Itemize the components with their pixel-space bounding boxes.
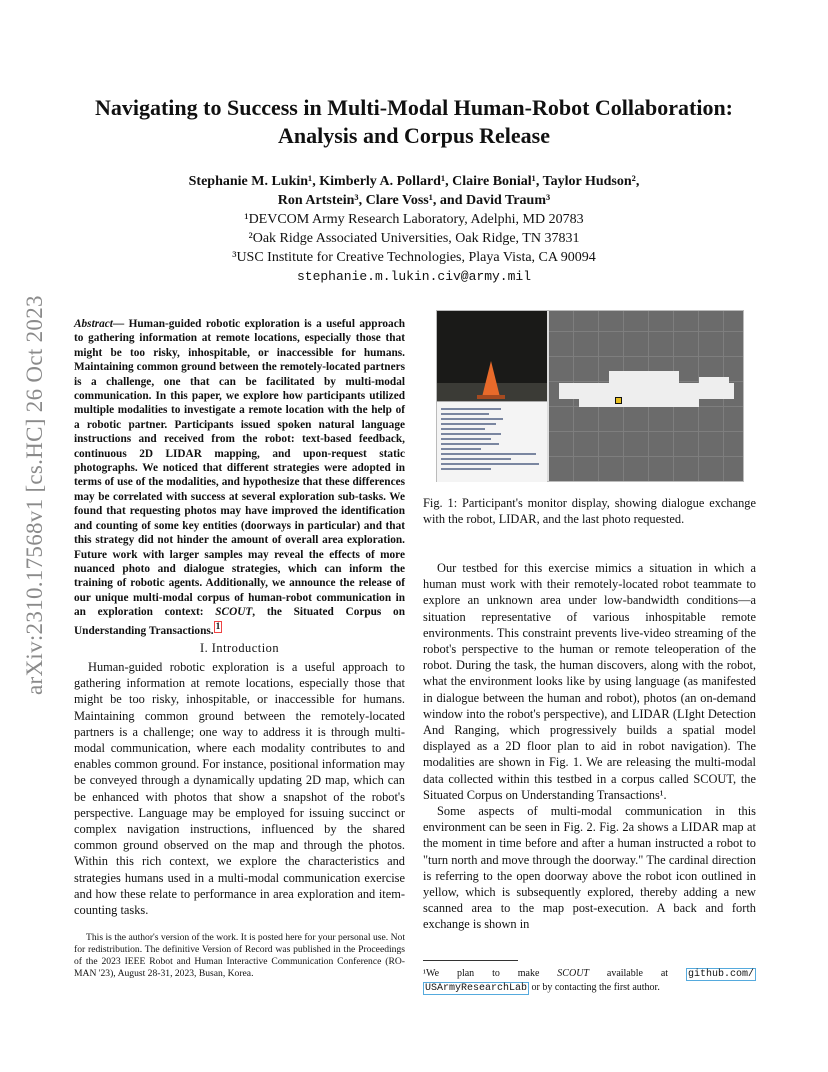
abstract-label: Abstract: [74, 318, 113, 330]
lidar-map: [549, 311, 743, 481]
dialogue-panel: [437, 401, 547, 482]
section-heading: I. Introduction: [199, 641, 280, 655]
paper-title: Navigating to Success in Multi-Modal Human-Robot Collaboration: Analysis and Corpus Release: [94, 95, 734, 148]
abstract-text: — Human-guided robotic exploration is a useful approach to gathering information at remote locations, especially those that might be too risky, inhospitable, or inaccessible for humans. Maintaining common ground between the remotely-located partners is a challenge, one that can be facilitated by multi-modal communication. In this paper, we explore how participants utilized multiple modalities to investigate a remote location with the help of a robotic partner. Participants issued spoken natural language instructions and received from the robot: text-based feedback, continuous 2D LIDAR mapping, and upon-request static photographs. We noticed that different strategies were adopted in terms of use of the modalities, and hypothesize that these differences may be correlated with success at several exploration sub-tasks. We found that requesting photos may have improved the identification and counting of some key entities (doorways in particular) and that this strategy did not hinder the amount of overall area exploration. Future work with larger samples may reveal the effects of more nuanced photo and dialogue strategies, which can inform the training of robotic agents. Additionally, we announce the release of our unique multi-modal corpus of human-robot communication in an exploration context:: [74, 318, 405, 619]
right-paragraph-1: Our testbed for this exercise mimics a situation in which a human must work with their remotely-located robot teammate to explore an unknown area under low-bandwidth conditions—a situation representative of various inhospitable remote environments. This constraint prevents live-video streaming of the robot's perspective to the human or remote teleoperation of the robot. During the task, the human discovers, along with the robot, what the environment looks like by using language (as manifested in dialogue between the human and robot), photos (an on-demand window into the robot's perspective), and LIDAR (LIght Detection And Ranging, which progressively builds a spatial model displayed as a 2D floor plan to aid in robot navigation). The modalities are shown in Fig. 1. We are releasing the multi-modal data collected within this testbed in a corpus called SCOUT, the Situated Corpus on Understanding Transactions¹.: [423, 561, 756, 802]
affiliation-1: ¹DEVCOM Army Research Laboratory, Adelphi, MD 20783: [244, 212, 584, 227]
footnote-rule: [423, 960, 518, 961]
author-line-2: Ron Artstein³, Clare Voss¹, and David Traum³: [277, 193, 551, 208]
affiliation-3: ³USC Institute for Creative Technologies, Playa Vista, CA 90094: [232, 250, 596, 265]
affiliation-2: ²Oak Ridge Associated Universities, Oak Ridge, TN 37831: [248, 231, 580, 246]
footnote-prefix: ¹We plan to make: [423, 968, 558, 979]
right-paragraph-2: Some aspects of multi-modal communication in this environment can be seen in Fig. 2. Fig. 2a shows a LIDAR map at the moment in time before and after a human instructed a robot to "turn north and move through the doorway." The cardinal direction is referring to the open doorway above the robot icon outlined in yellow, which is subsequently explored, thereby adding a new scanned area to the map post-execution. A back and forth exchange is shown in: [423, 804, 756, 932]
traffic-cone-base: [477, 395, 505, 399]
footnote-suffix: or by contacting the first author.: [529, 982, 660, 993]
footnote-ref[interactable]: 1: [215, 621, 221, 632]
github-link[interactable]: github.com/: [687, 969, 754, 980]
author-block: [80, 172, 748, 286]
footnote-scout: SCOUT: [557, 968, 589, 979]
right-column-text: [423, 560, 756, 933]
scout-footnote: [423, 967, 756, 995]
author-email[interactable]: stephanie.m.lukin.civ@army.mil: [296, 269, 532, 284]
copyright-footnote: This is the author's version of the work. It is posted here for your personal use. Not for redistribution. The definitive Version of Record was published in the Proceedings of the 2023 IEEE Robot and Human Interactive Communication Conference (RO-MAN '23), August 28-31, 2023, Busan, Korea.: [74, 932, 405, 979]
abstract-scout: SCOUT: [215, 606, 253, 619]
figure-1: [436, 310, 744, 482]
robot-icon: [615, 397, 622, 404]
github-link-2[interactable]: USArmyResearchLab: [425, 983, 528, 994]
abstract-tail: , the Situated Corpus on Understanding Transactions.: [74, 606, 405, 637]
footnote-mid: available at: [588, 968, 686, 979]
abstract: [74, 317, 405, 638]
traffic-cone-icon: [482, 361, 500, 397]
figure-caption: Fig. 1: Participant's monitor display, showing dialogue exchange with the robot, LIDAR, and the last photo requested.: [423, 496, 756, 527]
robot-photo: [437, 311, 547, 401]
intro-paragraph: Human-guided robotic exploration is a useful approach to gathering information at remote locations, especially those that might be too risky, inhospitable, or inaccessible for humans. Maintaining common ground between the remotely-located partners is a challenge; one way to address it is through multi-modal communication, where each modality contributes to and enables common ground. For instance, positional information may be conveyed through a dynamically updating 2D map, which can be enhanced with photos that show a snapshot of the robot's perspective. Language may be employed for issuing succinct or complex navigation instructions, influenced by the shared common ground observed on the map and through the photos. Within this rich context, we explore the characteristics and strategies humans used in a multi-modal communication exercise and how these relate to performance in area exploration and item-counting tasks.: [74, 660, 405, 918]
author-line-1: Stephanie M. Lukin¹, Kimberly A. Pollard¹, Claire Bonial¹, Taylor Hudson²,: [188, 174, 640, 189]
arxiv-watermark: arXiv:2310.17568v1 [cs.HC] 26 Oct 2023: [22, 295, 47, 695]
